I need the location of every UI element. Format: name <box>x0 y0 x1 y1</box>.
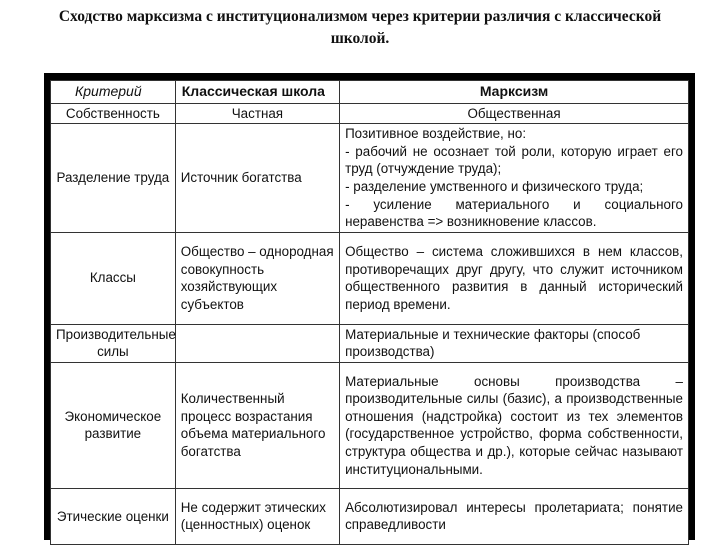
criterion-cell: Собственность <box>51 103 176 124</box>
marxism-cell: Абсолютизировал интересы пролетариата; понятие справедливости <box>340 488 689 544</box>
classic-cell: Общество – однородная совокупность хозяйствующих субъектов <box>175 232 339 324</box>
marxism-cell: Общественная <box>340 103 689 124</box>
header-criterion: Критерий <box>51 81 176 104</box>
table-row <box>51 488 689 544</box>
table-container <box>50 80 689 540</box>
header-marxism: Марксизм <box>340 81 689 104</box>
classic-cell: Не содержит этических (ценностных) оценок <box>175 488 339 544</box>
marxism-cell: Материальные основы производства – производительные силы (базис), а производственные отношения (надстройка) состоит из тех элементов (государственное устройство, форма собственности, структура общества и др.), которые сейчас называют институциональными. <box>340 362 689 488</box>
criterion-cell: Разделение труда <box>51 124 176 233</box>
marxism-cell: Материальные и технические факторы (способ производства) <box>340 324 689 362</box>
comparison-table <box>50 80 689 545</box>
marxism-line: - усиление материального и социального неравенства => возникновение классов. <box>345 196 683 230</box>
header-row <box>51 81 689 104</box>
criterion-cell: Этические оценки <box>51 488 176 544</box>
marxism-line: - рабочий не осознает той роли, которую играет его труд (отчуждение труда); <box>345 143 683 177</box>
classic-cell <box>175 324 339 362</box>
marxism-line: Позитивное воздействие, но: <box>345 126 527 142</box>
classic-cell: Источник богатства <box>175 124 339 233</box>
table-row <box>51 124 689 233</box>
criterion-cell: Классы <box>51 232 176 324</box>
criterion-cell: Экономическое развитие <box>51 362 176 488</box>
page-title: Сходство марксизма с институционализмом через критерии различия с классической школой. <box>58 8 662 47</box>
classic-cell: Частная <box>175 103 339 124</box>
table-row <box>51 324 689 362</box>
table-row <box>51 362 689 488</box>
table-row <box>51 232 689 324</box>
marxism-cell: Общество – система сложившихся в нем классов, противоречащих друг другу, что служит источником общественного развития в данный исторический период времени. <box>340 232 689 324</box>
classic-cell: Количественный процесс возрастания объема материального богатства <box>175 362 339 488</box>
header-classical-school: Классическая школа <box>175 81 339 104</box>
table-frame <box>44 73 695 540</box>
marxism-line: - разделение умственного и физического труда; <box>345 178 644 194</box>
criterion-cell: Производительные силы <box>51 324 176 362</box>
marxism-cell <box>340 124 689 233</box>
table-row <box>51 103 689 124</box>
